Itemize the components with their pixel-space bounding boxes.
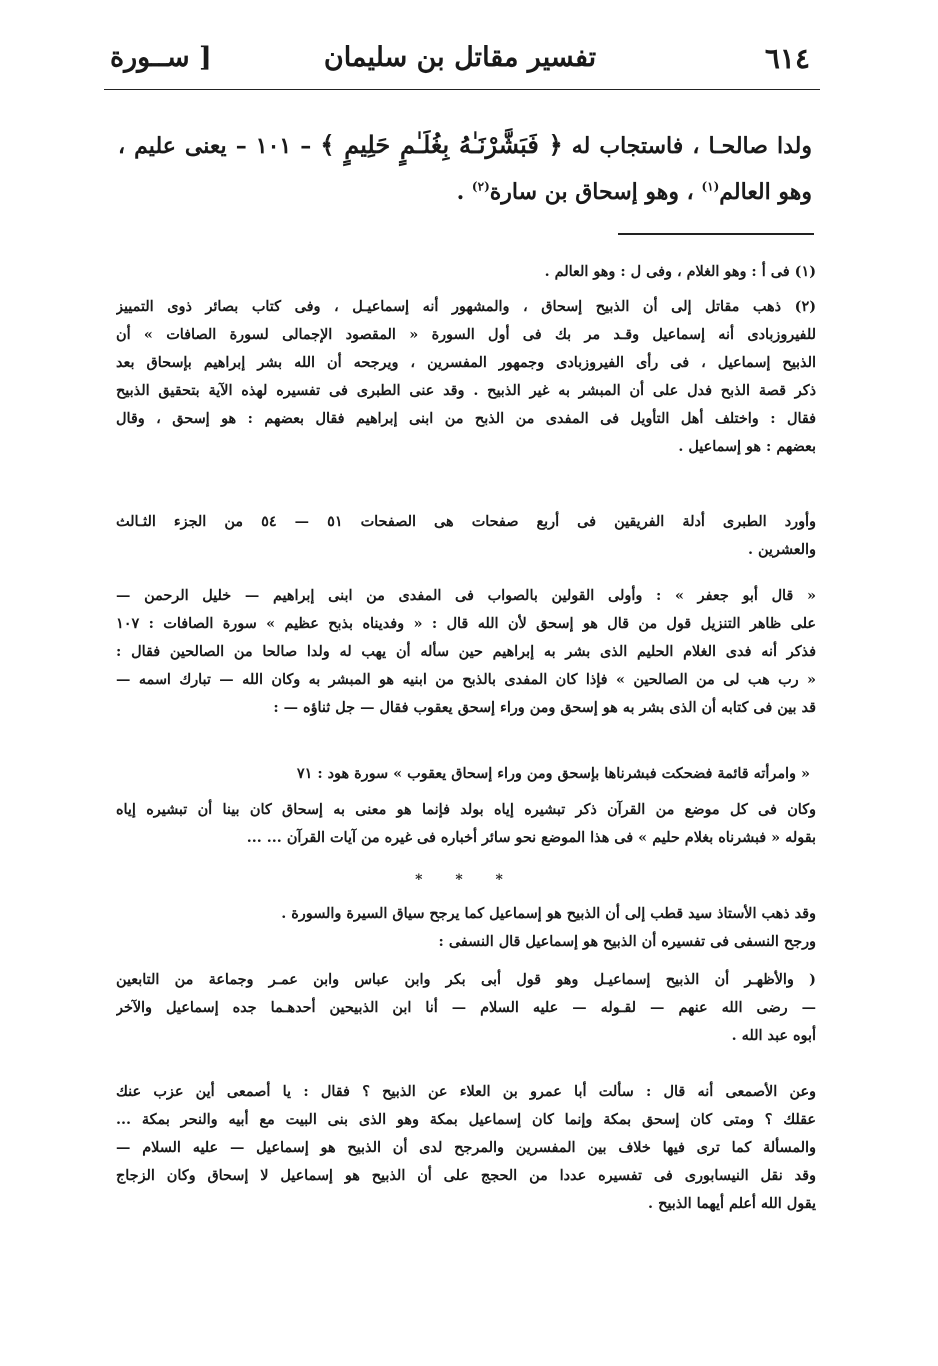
asmai-line: يقول الله أعلم أيهما الذبيح . — [648, 1195, 816, 1212]
stars-text: * * * — [415, 872, 517, 888]
abujafar-line: على ظاهر التنزيل قول من قال هو إسحق لأن الله قال : « وفديناه بذبح عظيم » سورة الصافات : ١٠٧ — [116, 615, 816, 632]
footnote-ref-1: (١) — [701, 179, 720, 194]
quran-paragraph-line: وكان فى كل موضع من القرآن ذكر تبشيره إياه بولد فإنما هو معنى به إسحاق كان بينا أن تبشيره إياه — [116, 801, 816, 818]
asmai-line: وعن الأصمعى أنه قال : سألت أبا عمرو بن العلاء عن الذبيح ؟ فقال : يا أصمعى أين عزب عنك — [116, 1083, 816, 1100]
tabari-line: وأورد الطبرى أدلة الفريقين فى أربع صفحات هى الصفحات ٥١ — ٥٤ من الجزء الثـالث — [116, 513, 816, 530]
hud-quote — [150, 760, 810, 788]
footnote-2-line: الذبيح إسماعيل ، فى رأى الفيروزبادى وجمهور المفسرين ، ويرجحه أن الله بشر إبراهيم بإسحاق بعد — [116, 354, 816, 371]
stars-divider — [116, 866, 816, 894]
quran-verse: ﴿ فَبَشَّرْنَـٰهُ بِغُلَـٰمٍ حَلِيمٍ ﴾ — [320, 130, 563, 159]
abujafar-line: « رب هب لى من الصالحين » فإذا كان المفدى بالذبح من ابنيه هو المبشر به وكان الله — تبارك اسمه — — [116, 671, 816, 688]
sura-label: [ ســورة — [110, 42, 212, 73]
abujafar-line: فذكر أنه فدى الغلام الحليم الذى بشر به إبراهيم حين سأله أن يهب له ولدا صالحا من الصالحين فقال : — [116, 643, 816, 660]
running-title: تفسير مقاتل بن سليمان — [323, 42, 597, 73]
asmai-line: عقلك ؟ ومتى كان إسحق بمكة وإنما كان إسماعيل بمكة وهو الذى بنى البيت مع أبيه والنحر بمكة ... — [116, 1111, 816, 1128]
abujafar-line: قد بين فى كتابه أن الذى بشر به هو إسحق ومن وراء إسحق يعقوب فقال — جل ثناؤه — : — [273, 699, 816, 716]
header-rule — [104, 89, 820, 90]
main-text — [118, 122, 812, 215]
abujafar-quote — [116, 582, 816, 722]
main-line-2 — [118, 169, 812, 215]
main-line-1-a: ولدا صالحـا ، فاستجاب له — [571, 133, 812, 159]
tabari-line: والعشرين . — [747, 541, 816, 558]
footnote-2-line: للفيروزبادى أنه إسماعيل وقـد مر بك فى أول السورة « المقصود الإجمالى لسورة الصافات » أن — [116, 326, 816, 343]
page-header — [110, 38, 810, 88]
main-line-2-b: ، وهو إسحاق بن سارة — [489, 179, 694, 205]
footnote-2-line: بعضهم : هو إسماعيل . — [678, 438, 816, 455]
qutb-line: ورجح النسفى فى تفسيره أن الذبيح هو إسماعيل قال النسفى : — [438, 933, 816, 950]
qutb-paragraph — [116, 900, 816, 956]
tabari-paragraph — [116, 508, 816, 564]
main-line-1-b: – ١٠١ – يعنى عليم ، — [118, 133, 312, 159]
page-number: ٦١٤ — [764, 42, 810, 75]
main-line-2-c: . — [456, 179, 465, 205]
footnote-1 — [116, 258, 816, 286]
nasafi-line: — رضى الله عنهم — لقـوله — عليه السلام — أنا ابن الذبيحين أحدهـما جده إسماعيل والآخر — [116, 999, 816, 1016]
footnote-ref-2: (٢) — [471, 179, 490, 194]
asmai-line: والمسألة كما ترى فيها خلاف بين المفسرين والمرجح لدى أن الذبيح هو إسماعيل — عليه السلام — — [116, 1139, 816, 1156]
abujafar-line: « قال أبو جعفر » : وأولى القولين بالصواب فى المفدى من ابنى إبراهيم — خليل الرحمن — — [116, 587, 816, 604]
footnote-2 — [116, 293, 816, 461]
nasafi-line: ( والأظهـر أن الذبيح إسماعيـل وهو قول أبى بكر وابن عباس وابن عمـر وجماعة من التابعين — [116, 971, 816, 988]
nasafi-line: أبوه عبد الله . — [731, 1027, 816, 1044]
footnote-2-line: ذكر قصة الذبح فدل على أن المبشر به غير الذبيح . وقد عنى الطبرى فى تفسيره لهذه الآية بتحقيق الذبيح — [116, 382, 816, 399]
footnote-2-line: فقال : واختلف أهل التأويل فى المفدى من الذبح من ابنى إبراهيم فقال بعضهم : هو إسحق ، وقال — [116, 410, 816, 427]
footnote-1-text: (١) فى أ : وهو الغلام ، وفى ل : وهو العالم . — [544, 263, 816, 280]
quran-paragraph — [116, 796, 816, 852]
asmai-paragraph — [116, 1078, 816, 1218]
quran-paragraph-line: بقوله « فبشرناه بغلام حليم » فى هذا الموضع نحو سائر أخباره فى غيره من آيات القرآن ... ... — [246, 829, 816, 846]
qutb-line: وقد ذهب الأستاذ سيد قطب إلى أن الذبيح هو إسماعيل كما يرجح سياق السيرة والسورة . — [281, 905, 816, 922]
asmai-line: وقد نقل النيسابورى فى تفسيره عددا من الحجج على أن الذبيح هو إسماعيل لا إسحاق وكان الزجاج — [116, 1167, 816, 1184]
main-line-2-a: وهو العالم — [719, 179, 812, 205]
nasafi-quote — [116, 966, 816, 1050]
footnote-rule — [618, 233, 814, 235]
hud-quote-text: « وامرأته قائمة فضحكت فبشرناها بإسحق ومن وراء إسحاق يعقوب » سورة هود : ٧١ — [296, 765, 810, 782]
main-line-1 — [118, 122, 812, 169]
footnote-2-line: (٢) ذهب مقاتل إلى أن الذبيح إسحاق ، والمشهور أنه إسماعيـل ، وفى كتاب بصائر ذوى التمييز — [116, 298, 816, 315]
